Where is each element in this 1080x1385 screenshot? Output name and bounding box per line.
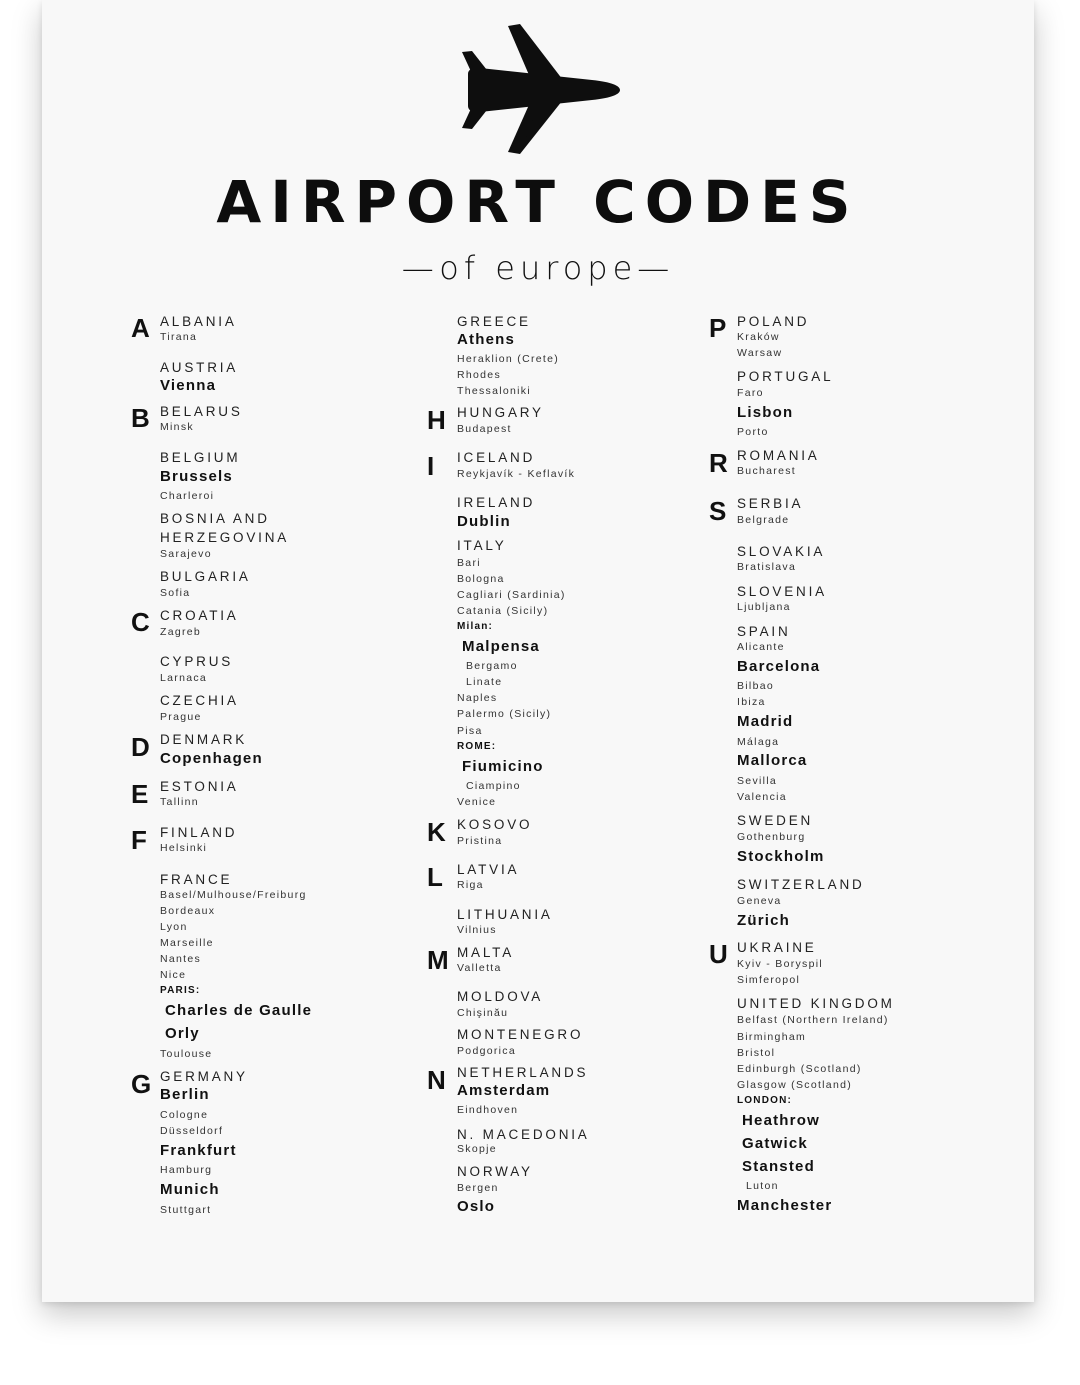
airplane-icon: [460, 22, 622, 156]
city-group-heading: Milan:: [457, 621, 494, 632]
city-name: Larnaca: [160, 672, 208, 684]
city-name: Charles de Gaulle: [165, 1002, 313, 1019]
city-name: Luton: [746, 1180, 779, 1192]
section-letter: M: [427, 945, 449, 975]
city-name: Valencia: [737, 791, 787, 803]
city-group-heading: PARIS:: [160, 985, 201, 996]
city-name: Barcelona: [737, 658, 821, 675]
city-name: Thessaloniki: [457, 385, 531, 397]
city-name: Charleroi: [160, 490, 215, 502]
country-name: ITALY: [457, 538, 507, 553]
city-name: Amsterdam: [457, 1082, 551, 1099]
city-name: Minsk: [160, 421, 194, 433]
country-name: ESTONIA: [160, 779, 239, 794]
country-name: ROMANIA: [737, 448, 820, 463]
city-name: Dublin: [457, 513, 511, 530]
city-name: Helsinki: [160, 842, 208, 854]
city-name: Pristina: [457, 835, 503, 847]
city-name: Tallinn: [160, 796, 199, 808]
city-name: Toulouse: [160, 1048, 213, 1060]
city-group-heading: ROME:: [457, 741, 497, 752]
city-name: Chişinău: [457, 1007, 509, 1019]
section-letter: E: [131, 779, 149, 809]
country-name: HERZEGOVINA: [160, 530, 290, 545]
city-name: Bologna: [457, 573, 505, 585]
section-letter: U: [709, 939, 728, 969]
city-name: Belfast (Northern Ireland): [737, 1014, 889, 1026]
city-name: Orly: [165, 1025, 200, 1042]
city-name: Linate: [466, 676, 503, 688]
city-name: Geneva: [737, 895, 782, 907]
country-name: FRANCE: [160, 872, 233, 887]
country-name: GERMANY: [160, 1069, 248, 1084]
city-name: Ibiza: [737, 696, 766, 708]
country-name: UKRAINE: [737, 940, 817, 955]
city-name: Sarajevo: [160, 548, 212, 560]
section-letter: C: [131, 607, 150, 637]
country-name: POLAND: [737, 314, 810, 329]
poster: [42, 0, 1034, 1302]
city-name: Berlin: [160, 1086, 210, 1103]
country-name: HUNGARY: [457, 405, 544, 420]
city-name: Naples: [457, 692, 498, 704]
section-letter: G: [131, 1069, 152, 1099]
section-letter: R: [709, 448, 728, 478]
city-name: Manchester: [737, 1197, 833, 1214]
country-name: LITHUANIA: [457, 907, 553, 922]
city-name: Sofia: [160, 587, 191, 599]
city-name: Heraklion (Crete): [457, 353, 560, 365]
city-name: Basel/Mulhouse/Freiburg: [160, 889, 307, 901]
country-name: MALTA: [457, 945, 515, 960]
city-name: Brussels: [160, 468, 233, 485]
city-name: Palermo (Sicily): [457, 708, 552, 720]
city-name: Tirana: [160, 331, 198, 343]
country-name: CYPRUS: [160, 654, 234, 669]
city-name: Belgrade: [737, 514, 790, 526]
country-name: SWEDEN: [737, 813, 814, 828]
city-name: Porto: [737, 426, 769, 438]
city-name: Fiumicino: [462, 758, 544, 775]
country-name: SWITZERLAND: [737, 877, 865, 892]
city-name: Alicante: [737, 641, 785, 653]
country-name: NETHERLANDS: [457, 1065, 589, 1080]
city-name: Gatwick: [742, 1135, 808, 1152]
city-name: Ciampino: [466, 780, 521, 792]
city-name: Vilnius: [457, 924, 497, 936]
city-name: Lisbon: [737, 404, 794, 421]
section-letter: D: [131, 732, 150, 762]
city-name: Bratislava: [737, 561, 797, 573]
city-name: Zagreb: [160, 626, 202, 638]
city-name: Malpensa: [462, 638, 540, 655]
city-name: Heathrow: [742, 1112, 820, 1129]
country-name: NORWAY: [457, 1164, 533, 1179]
section-letter: H: [427, 405, 446, 435]
page-subtitle: —of europe—: [401, 249, 675, 287]
city-name: Munich: [160, 1181, 220, 1198]
city-name: Cagliari (Sardinia): [457, 589, 566, 601]
city-name: Valletta: [457, 962, 502, 974]
city-name: Eindhoven: [457, 1104, 519, 1116]
city-name: Stockholm: [737, 848, 825, 865]
city-name: Kyiv - Boryspil: [737, 958, 824, 970]
city-name: Bordeaux: [160, 905, 216, 917]
country-name: ICELAND: [457, 450, 536, 465]
section-letter: F: [131, 825, 147, 855]
city-name: Stuttgart: [160, 1204, 212, 1216]
section-letter: K: [427, 817, 446, 847]
section-letter: S: [709, 496, 727, 526]
city-name: Sevilla: [737, 775, 778, 787]
country-name: SLOVENIA: [737, 584, 827, 599]
city-name: Skopje: [457, 1143, 497, 1155]
city-group-heading: LONDON:: [737, 1095, 793, 1106]
city-name: Venice: [457, 796, 497, 808]
city-name: Gothenburg: [737, 831, 806, 843]
city-name: Marseille: [160, 937, 214, 949]
city-name: Lyon: [160, 921, 188, 933]
city-name: Vienna: [160, 377, 217, 394]
country-name: SLOVAKIA: [737, 544, 826, 559]
city-name: Bilbao: [737, 680, 774, 692]
city-name: Oslo: [457, 1198, 496, 1215]
city-name: Stansted: [742, 1158, 815, 1175]
city-name: Bari: [457, 557, 481, 569]
country-name: SPAIN: [737, 624, 791, 639]
city-name: Copenhagen: [160, 750, 263, 767]
section-letter: I: [427, 451, 435, 481]
city-name: Bergen: [457, 1182, 499, 1194]
city-name: Athens: [457, 331, 516, 348]
city-name: Pisa: [457, 725, 483, 737]
city-name: Warsaw: [737, 347, 783, 359]
city-name: Málaga: [737, 736, 780, 748]
city-name: Rhodes: [457, 369, 501, 381]
country-name: SERBIA: [737, 496, 804, 511]
country-name: CZECHIA: [160, 693, 239, 708]
country-name: N. MACEDONIA: [457, 1127, 590, 1142]
section-letter: A: [131, 313, 150, 343]
city-name: Mallorca: [737, 752, 808, 769]
country-name: IRELAND: [457, 495, 536, 510]
city-name: Edinburgh (Scotland): [737, 1063, 862, 1075]
city-name: Budapest: [457, 423, 512, 435]
city-name: Faro: [737, 387, 764, 399]
city-name: Riga: [457, 879, 484, 891]
city-name: Düsseldorf: [160, 1125, 224, 1137]
country-name: BULGARIA: [160, 569, 251, 584]
country-name: MONTENEGRO: [457, 1027, 584, 1042]
country-name: GREECE: [457, 314, 531, 329]
city-name: Reykjavík - Keflavík: [457, 468, 576, 480]
city-name: Ljubljana: [737, 601, 791, 613]
city-name: Kraków: [737, 331, 780, 343]
city-name: Bergamo: [466, 660, 518, 672]
country-name: ALBANIA: [160, 314, 237, 329]
city-name: Birmingham: [737, 1031, 807, 1043]
section-letter: N: [427, 1065, 446, 1095]
city-name: Frankfurt: [160, 1142, 237, 1159]
city-name: Catania (Sicily): [457, 605, 549, 617]
country-name: BELGIUM: [160, 450, 241, 465]
city-name: Simferopol: [737, 974, 801, 986]
city-name: Cologne: [160, 1109, 209, 1121]
city-name: Madrid: [737, 713, 794, 730]
country-name: CROATIA: [160, 608, 239, 623]
section-letter: B: [131, 403, 150, 433]
page-title: AIRPORT CODES: [216, 168, 860, 236]
country-name: BELARUS: [160, 404, 243, 419]
city-name: Prague: [160, 711, 202, 723]
country-name: FINLAND: [160, 825, 238, 840]
section-letter: L: [427, 862, 443, 892]
country-name: LATVIA: [457, 862, 520, 877]
country-name: MOLDOVA: [457, 989, 544, 1004]
country-name: DENMARK: [160, 732, 248, 747]
country-name: AUSTRIA: [160, 360, 239, 375]
city-name: Nantes: [160, 953, 202, 965]
city-name: Bristol: [737, 1047, 776, 1059]
city-name: Hamburg: [160, 1164, 213, 1176]
country-name: PORTUGAL: [737, 369, 834, 384]
country-name: UNITED KINGDOM: [737, 996, 895, 1011]
city-name: Bucharest: [737, 465, 796, 477]
country-name: KOSOVO: [457, 817, 533, 832]
section-letter: P: [709, 313, 727, 343]
country-name: BOSNIA AND: [160, 511, 270, 526]
city-name: Podgorica: [457, 1045, 516, 1057]
city-name: Glasgow (Scotland): [737, 1079, 853, 1091]
city-name: Zürich: [737, 912, 791, 929]
city-name: Nice: [160, 969, 187, 981]
